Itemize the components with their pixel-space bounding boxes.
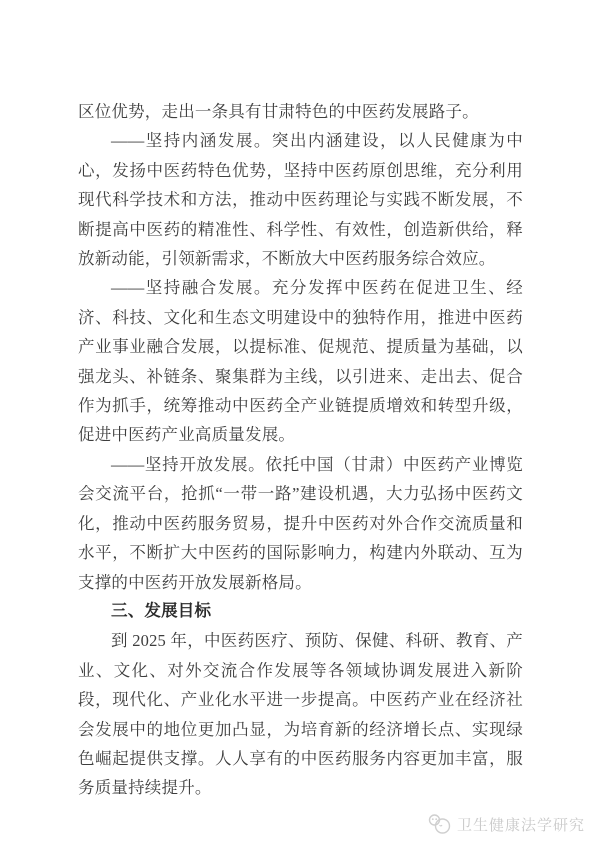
body-paragraph-continuation: 区位优势，走出一条具有甘肃特色的中医药发展路子。 <box>78 102 479 121</box>
body-paragraph-principle-opening: ——坚持开放发展。依托中国（甘肃）中医药产业博览会交流平台，抢抓“一带一路”建设机遇，大力弘扬中医药文化，推动中医药服务贸易，提升中医药对外合作交流质量和水平，不断扩大中医药的国际影响力，构建内外联动、互为支撑的中医药开放发展新格局。 <box>78 454 523 592</box>
watermark <box>427 813 585 835</box>
document-body <box>78 97 523 803</box>
mascot-logo-icon <box>427 813 452 835</box>
body-paragraph-principle-connotation: ——坚持内涵发展。突出内涵建设，以人民健康为中心，发扬中医药特色优势，坚持中医药原创思维，充分利用现代科学技术和方法，推动中医药理论与实践不断发展，不断提高中医药的精准性、科学性、有效性，创造新供给，释放新动能，引领新需求，不断放大中医药服务综合效应。 <box>78 131 523 269</box>
watermark-account-name: 卫生健康法学研究 <box>456 816 585 834</box>
body-paragraph-principle-integration: ——坚持融合发展。充分发挥中医药在促进卫生、经济、科技、文化和生态文明建设中的独特作用，推进中医药产业事业融合发展，以提标准、促规范、提质量为基础，以强龙头、补链条、聚集群为主线，以引进来、走出去、促合作为抓手，统筹推动中医药全产业链提质增效和转型升级，促进中医药产业高质量发展。 <box>78 278 523 445</box>
section-heading-development-goals: 三、发展目标 <box>111 601 212 620</box>
body-paragraph-goals-2025: 到 2025 年，中医药医疗、预防、保健、科研、教育、产业、文化、对外交流合作发展等各领域协调发展进入新阶段，现代化、产业化水平进一步提高。中医药产业在经济社会发展中的地位更加凸显，为培育新的经济增长点、实现绿色崛起提供支撑。人人享有的中医药服务内容更加丰富，服务质量持续提升。 <box>78 631 523 798</box>
